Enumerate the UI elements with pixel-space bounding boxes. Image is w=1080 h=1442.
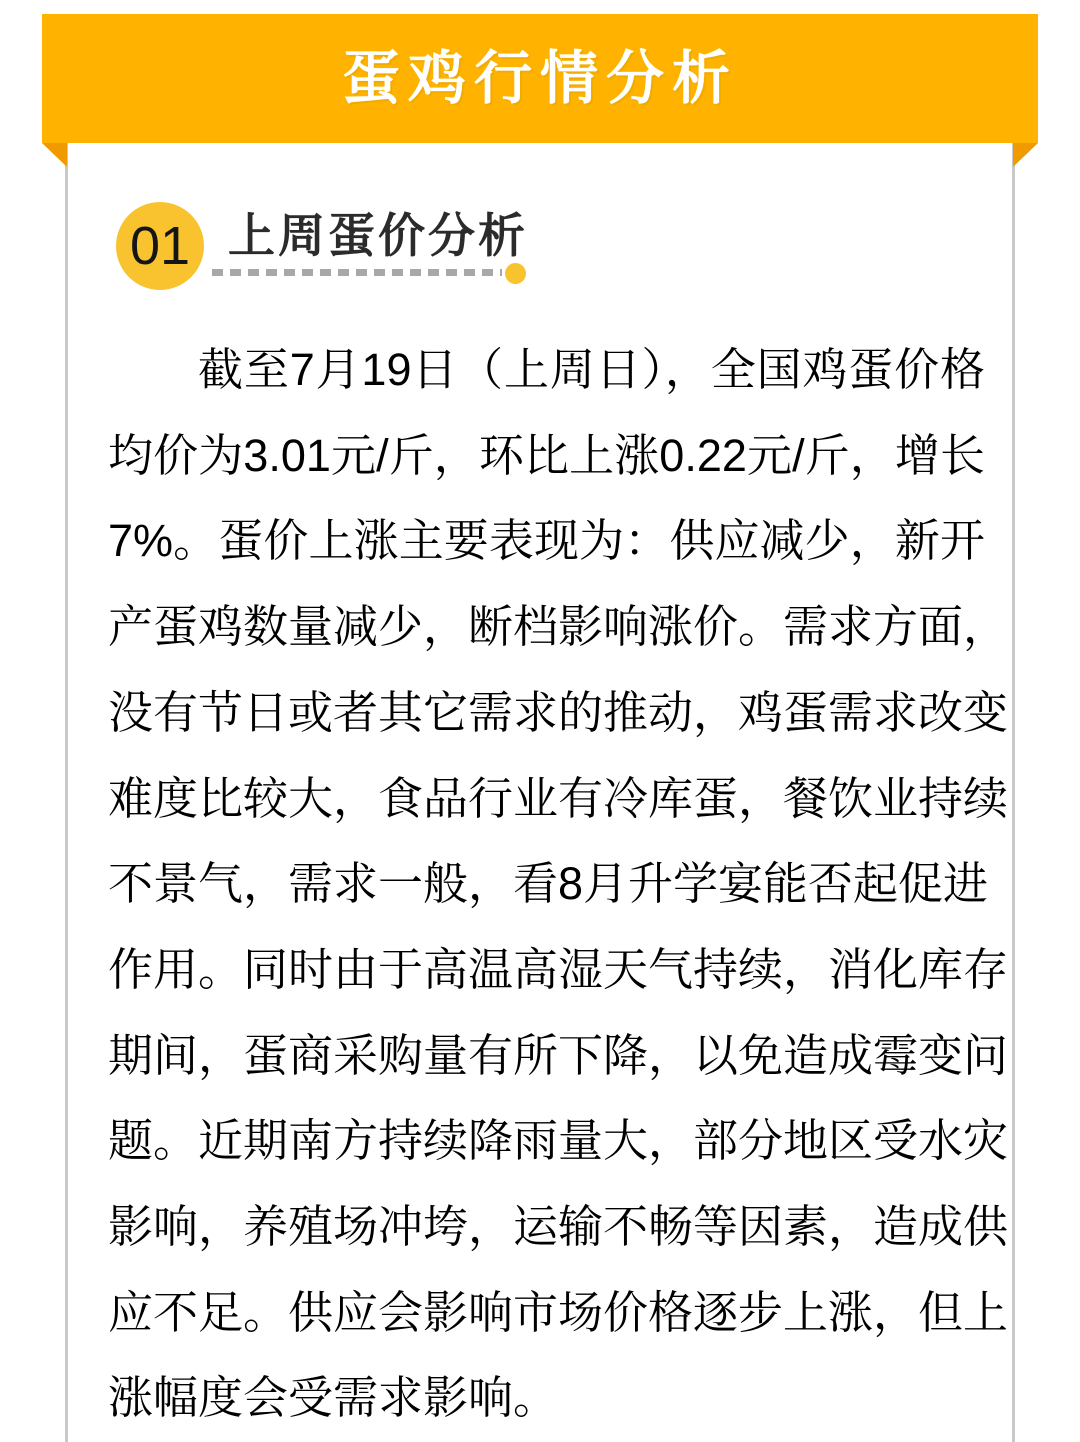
banner bbox=[42, 14, 1038, 143]
article-line: 均价为3.01元/斤，环比上涨0.22元/斤，增长 bbox=[108, 429, 985, 481]
article-line: 7%。蛋价上涨主要表现为：供应减少，新开 bbox=[108, 515, 985, 567]
article-line: 截至7月19日（上周日），全国鸡蛋价格 bbox=[198, 344, 985, 395]
article-body bbox=[108, 327, 1009, 1441]
article-line: 期间，蛋商采购量有所下降，以免造成霉变问 bbox=[108, 1029, 1009, 1081]
section-number-label: 01 bbox=[129, 216, 191, 276]
article-line: 难度比较大，食品行业有冷库蛋，餐饮业持续 bbox=[108, 772, 1009, 824]
dashed-divider bbox=[212, 269, 502, 276]
article-line: 不景气，需求一般，看8月升学宴能否起促进 bbox=[108, 858, 989, 910]
divider-dot-icon bbox=[505, 263, 526, 284]
section-number-badge bbox=[116, 202, 204, 290]
article-line: 涨幅度会受需求影响。 bbox=[108, 1372, 559, 1424]
article-line: 作用。同时由于高温高湿天气持续，消化库存 bbox=[108, 943, 1009, 995]
section-title: 上周蛋价分析 bbox=[228, 209, 528, 262]
banner-fold-left-icon bbox=[42, 143, 67, 167]
article-line: 没有节日或者其它需求的推动，鸡蛋需求改变 bbox=[108, 686, 1009, 738]
article-line: 影响，养殖场冲垮，运输不畅等因素，造成供 bbox=[108, 1201, 1009, 1253]
article-line: 产蛋鸡数量减少，断档影响涨价。需求方面， bbox=[108, 601, 1009, 653]
article-line: 应不足。供应会影响市场价格逐步上涨，但上 bbox=[108, 1286, 1009, 1338]
page-title: 蛋鸡行情分析 bbox=[341, 46, 738, 111]
banner-fold-right-icon bbox=[1013, 143, 1038, 167]
article-line: 题。近期南方持续降雨量大，部分地区受水灾 bbox=[108, 1115, 1009, 1167]
